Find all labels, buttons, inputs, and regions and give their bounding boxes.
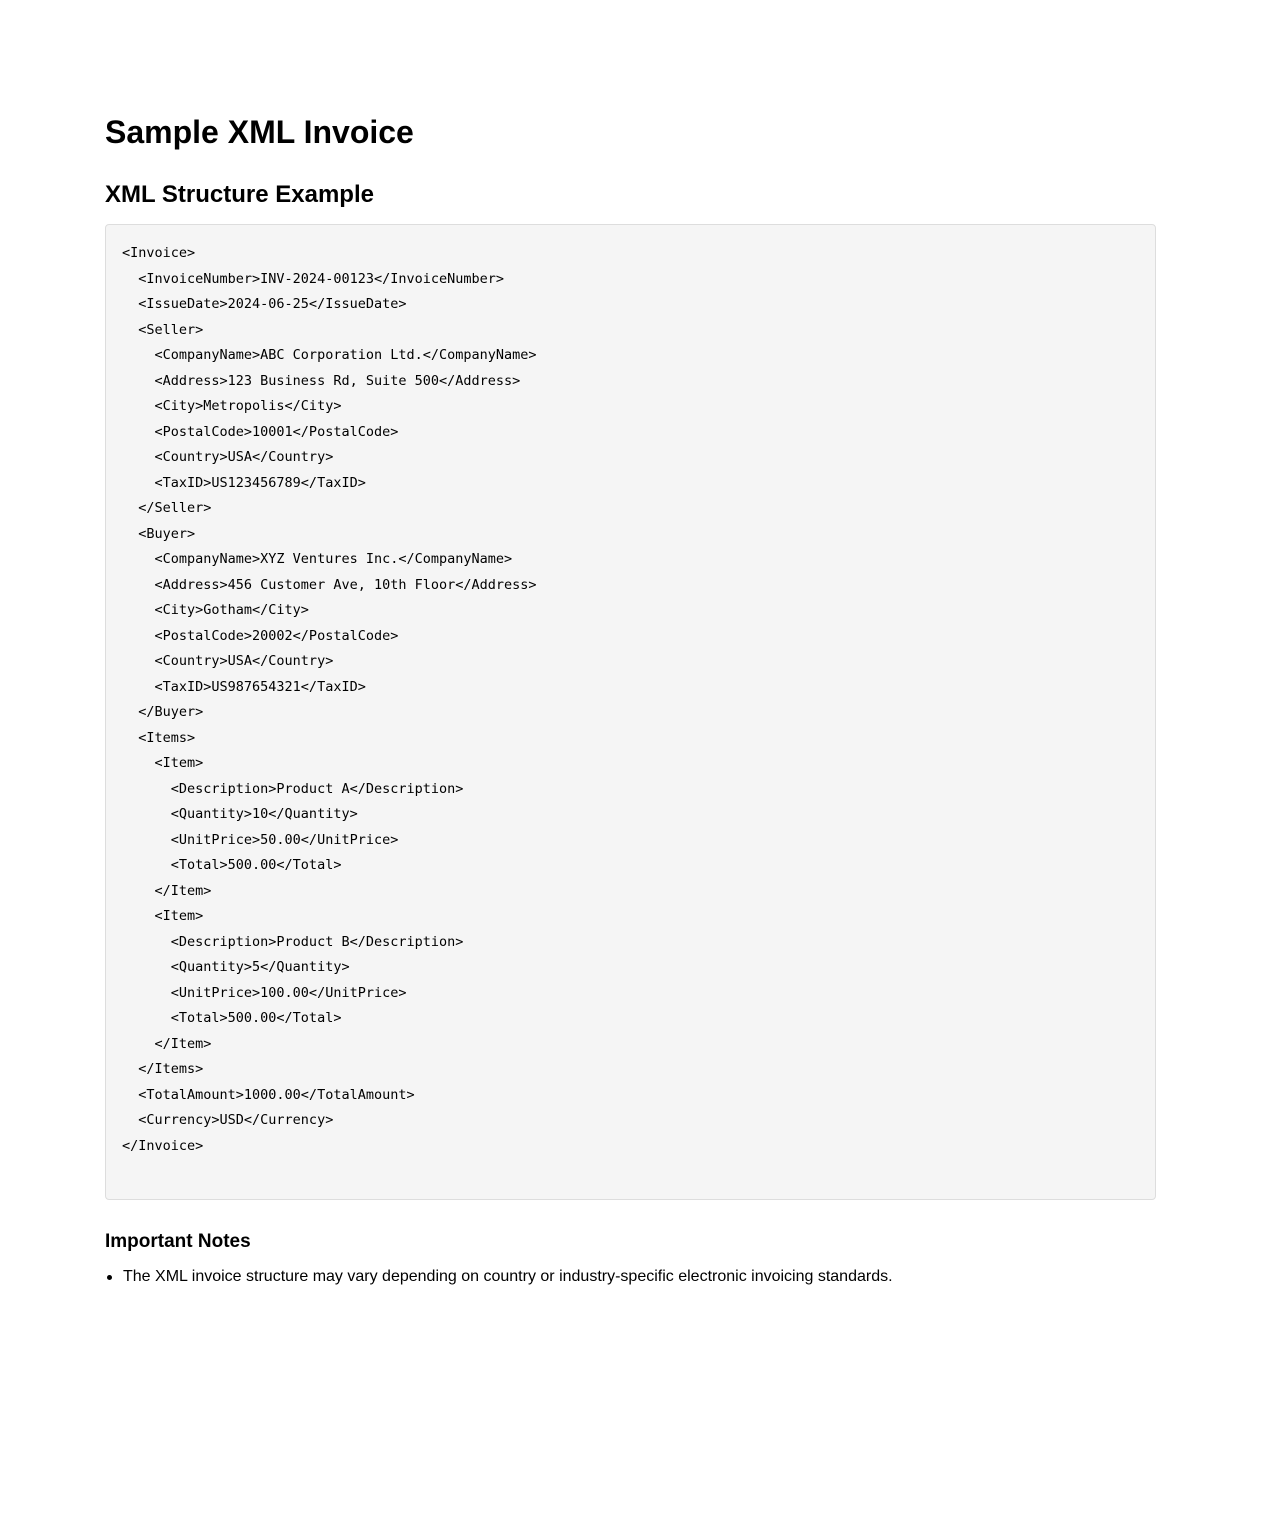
code-line: <City>Gotham</City> [122,602,309,618]
code-line: <CompanyName>ABC Corporation Ltd.</CompanyName> [122,347,537,363]
code-line: </Invoice> [122,1137,204,1154]
code-line: <IssueDate>2024-06-25</IssueDate> [122,296,407,312]
code-line: <Quantity>5</Quantity> [122,959,350,975]
code-line: <PostalCode>20002</PostalCode> [122,627,399,644]
section-heading-xml-structure: XML Structure Example [105,181,374,208]
code-line: <Item> [122,908,204,924]
code-line: <City>Metropolis</City> [122,398,342,414]
code-line: <Quantity>10</Quantity> [122,806,358,822]
code-line: <Address>456 Customer Ave, 10th Floor</Address> [122,576,537,593]
code-line: <Total>500.00</Total> [122,857,342,873]
xml-code-listing [122,241,537,1159]
code-line: <Country>USA</Country> [122,653,334,669]
code-line: <CompanyName>XYZ Ventures Inc.</CompanyName> [122,551,513,567]
note-text: The XML invoice structure may vary depending on country or industry-specific electronic invoicing standards. [123,1268,893,1285]
code-line: </Seller> [122,500,212,516]
code-line: <Buyer> [122,525,196,542]
notes-list [105,1266,893,1288]
code-line: <Items> [122,729,196,746]
code-line: </Item> [122,882,212,899]
code-line: </Item> [122,1035,212,1052]
code-line: <UnitPrice>100.00</UnitPrice> [122,984,407,1001]
code-line: <Currency>USD</Currency> [122,1112,334,1128]
code-line: <Address>123 Business Rd, Suite 500</Address> [122,372,521,389]
code-line: <Invoice> [122,245,196,261]
bullet-icon [107,1275,112,1280]
code-line: </Items> [122,1061,204,1077]
code-line: <Description>Product A</Description> [122,780,464,797]
code-line: <Total>500.00</Total> [122,1010,342,1026]
code-line: <Item> [122,755,204,771]
list-item [105,1266,893,1288]
code-line: <InvoiceNumber>INV-2024-00123</InvoiceNumber> [122,270,505,287]
page-title: Sample XML Invoice [105,114,414,150]
code-line: <TotalAmount>1000.00</TotalAmount> [122,1086,415,1103]
code-line: <Seller> [122,321,204,338]
code-line: <TaxID>US987654321</TaxID> [122,678,366,695]
code-line: <TaxID>US123456789</TaxID> [122,474,366,491]
section-heading-important-notes: Important Notes [105,1231,251,1252]
code-block [105,224,1156,1200]
code-line: <Description>Product B</Description> [122,933,464,950]
code-line: <PostalCode>10001</PostalCode> [122,423,399,440]
code-line: </Buyer> [122,704,204,720]
code-line: <UnitPrice>50.00</UnitPrice> [122,831,399,848]
code-line: <Country>USA</Country> [122,449,334,465]
